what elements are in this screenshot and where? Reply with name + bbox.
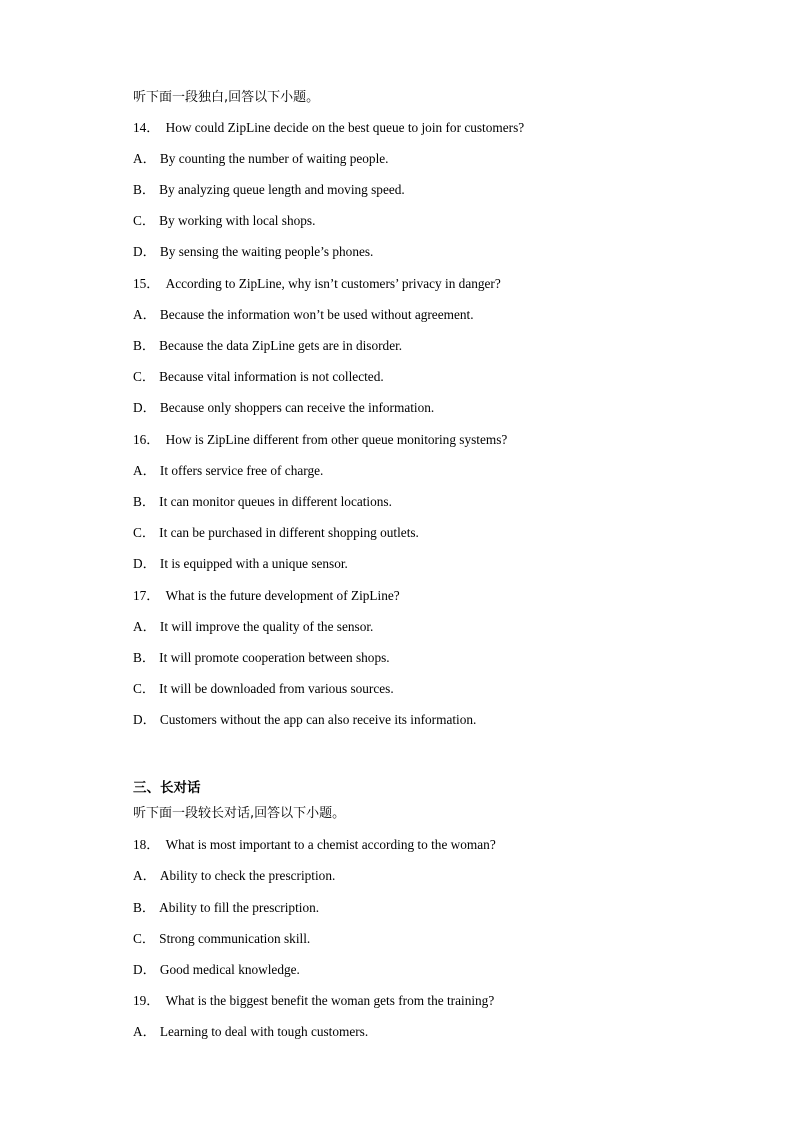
section-heading: 三、长对话 xyxy=(133,780,201,796)
question-number: 14． xyxy=(133,120,160,135)
option-text: Because the data ZipLine gets are in disorder. xyxy=(159,338,403,353)
question-15 xyxy=(133,276,501,292)
question-text: According to ZipLine, why isn’t customers’ privacy in danger? xyxy=(165,276,501,291)
option-text: Because vital information is not collected. xyxy=(159,369,384,384)
question-number: 16． xyxy=(133,432,160,447)
option-14c xyxy=(133,213,315,229)
option-text: It offers service free of charge. xyxy=(159,463,324,478)
option-18d xyxy=(133,962,300,978)
option-letter: A． xyxy=(133,868,156,883)
option-17c xyxy=(133,681,394,697)
question-number: 18． xyxy=(133,837,160,852)
option-14b xyxy=(133,182,405,198)
option-17a xyxy=(133,619,373,635)
option-text: Because only shoppers can receive the information. xyxy=(159,400,435,415)
option-text: It will improve the quality of the sensor. xyxy=(159,619,374,634)
option-text: It can monitor queues in different locations. xyxy=(159,494,392,509)
question-16 xyxy=(133,432,507,448)
section-intro: 听下面一段较长对话,回答以下小题。 xyxy=(133,806,346,821)
option-text: It will promote cooperation between shops. xyxy=(159,650,390,665)
option-15b xyxy=(133,338,402,354)
question-text: What is the biggest benefit the woman gets from the training? xyxy=(165,993,495,1008)
option-letter: B． xyxy=(133,338,156,353)
option-18b xyxy=(133,900,319,916)
option-text: It will be downloaded from various sources. xyxy=(159,681,394,696)
option-14d xyxy=(133,244,373,260)
option-letter: C． xyxy=(133,931,156,946)
option-text: By working with local shops. xyxy=(159,213,316,228)
option-letter: A． xyxy=(133,463,156,478)
option-16c xyxy=(133,525,419,541)
option-16d xyxy=(133,556,348,572)
option-14a xyxy=(133,151,389,167)
question-text: What is the future development of ZipLine? xyxy=(165,588,400,603)
option-17b xyxy=(133,650,390,666)
option-letter: B． xyxy=(133,494,156,509)
option-text: Ability to fill the prescription. xyxy=(159,900,320,915)
option-15c xyxy=(133,369,384,385)
option-15d xyxy=(133,400,434,416)
question-text: What is most important to a chemist according to the woman? xyxy=(165,837,496,852)
option-letter: B． xyxy=(133,900,156,915)
question-number: 19． xyxy=(133,993,160,1008)
option-text: It can be purchased in different shopping outlets. xyxy=(159,525,419,540)
option-19a xyxy=(133,1024,368,1040)
question-number: 15． xyxy=(133,276,160,291)
option-text: Good medical knowledge. xyxy=(159,962,300,977)
option-letter: C． xyxy=(133,213,156,228)
question-18 xyxy=(133,837,496,853)
option-letter: B． xyxy=(133,182,156,197)
option-text: Ability to check the prescription. xyxy=(159,868,336,883)
question-19 xyxy=(133,993,494,1009)
option-letter: A． xyxy=(133,151,156,166)
option-letter: D． xyxy=(133,712,156,727)
option-18a xyxy=(133,868,335,884)
option-16a xyxy=(133,463,323,479)
option-letter: A． xyxy=(133,1024,156,1039)
option-letter: C． xyxy=(133,681,156,696)
option-letter: C． xyxy=(133,525,156,540)
option-17d xyxy=(133,712,476,728)
option-16b xyxy=(133,494,392,510)
option-text: Strong communication skill. xyxy=(159,931,311,946)
question-17 xyxy=(133,588,400,604)
option-text: By sensing the waiting people’s phones. xyxy=(159,244,374,259)
option-text: By counting the number of waiting people. xyxy=(159,151,389,166)
option-text: It is equipped with a unique sensor. xyxy=(159,556,348,571)
question-14 xyxy=(133,120,524,136)
section-intro: 听下面一段独白,回答以下小题。 xyxy=(133,90,320,105)
option-letter: B． xyxy=(133,650,156,665)
option-15a xyxy=(133,307,474,323)
option-letter: D． xyxy=(133,556,156,571)
option-letter: C． xyxy=(133,369,156,384)
option-letter: D． xyxy=(133,400,156,415)
option-letter: A． xyxy=(133,619,156,634)
option-letter: D． xyxy=(133,244,156,259)
option-text: Learning to deal with tough customers. xyxy=(159,1024,369,1039)
option-letter: D． xyxy=(133,962,156,977)
option-text: Customers without the app can also receive its information. xyxy=(159,712,477,727)
question-text: How is ZipLine different from other queue monitoring systems? xyxy=(165,432,508,447)
question-number: 17． xyxy=(133,588,160,603)
question-text: How could ZipLine decide on the best queue to join for customers? xyxy=(165,120,525,135)
option-text: By analyzing queue length and moving speed. xyxy=(159,182,405,197)
option-letter: A． xyxy=(133,307,156,322)
option-18c xyxy=(133,931,310,947)
option-text: Because the information won’t be used without agreement. xyxy=(159,307,474,322)
